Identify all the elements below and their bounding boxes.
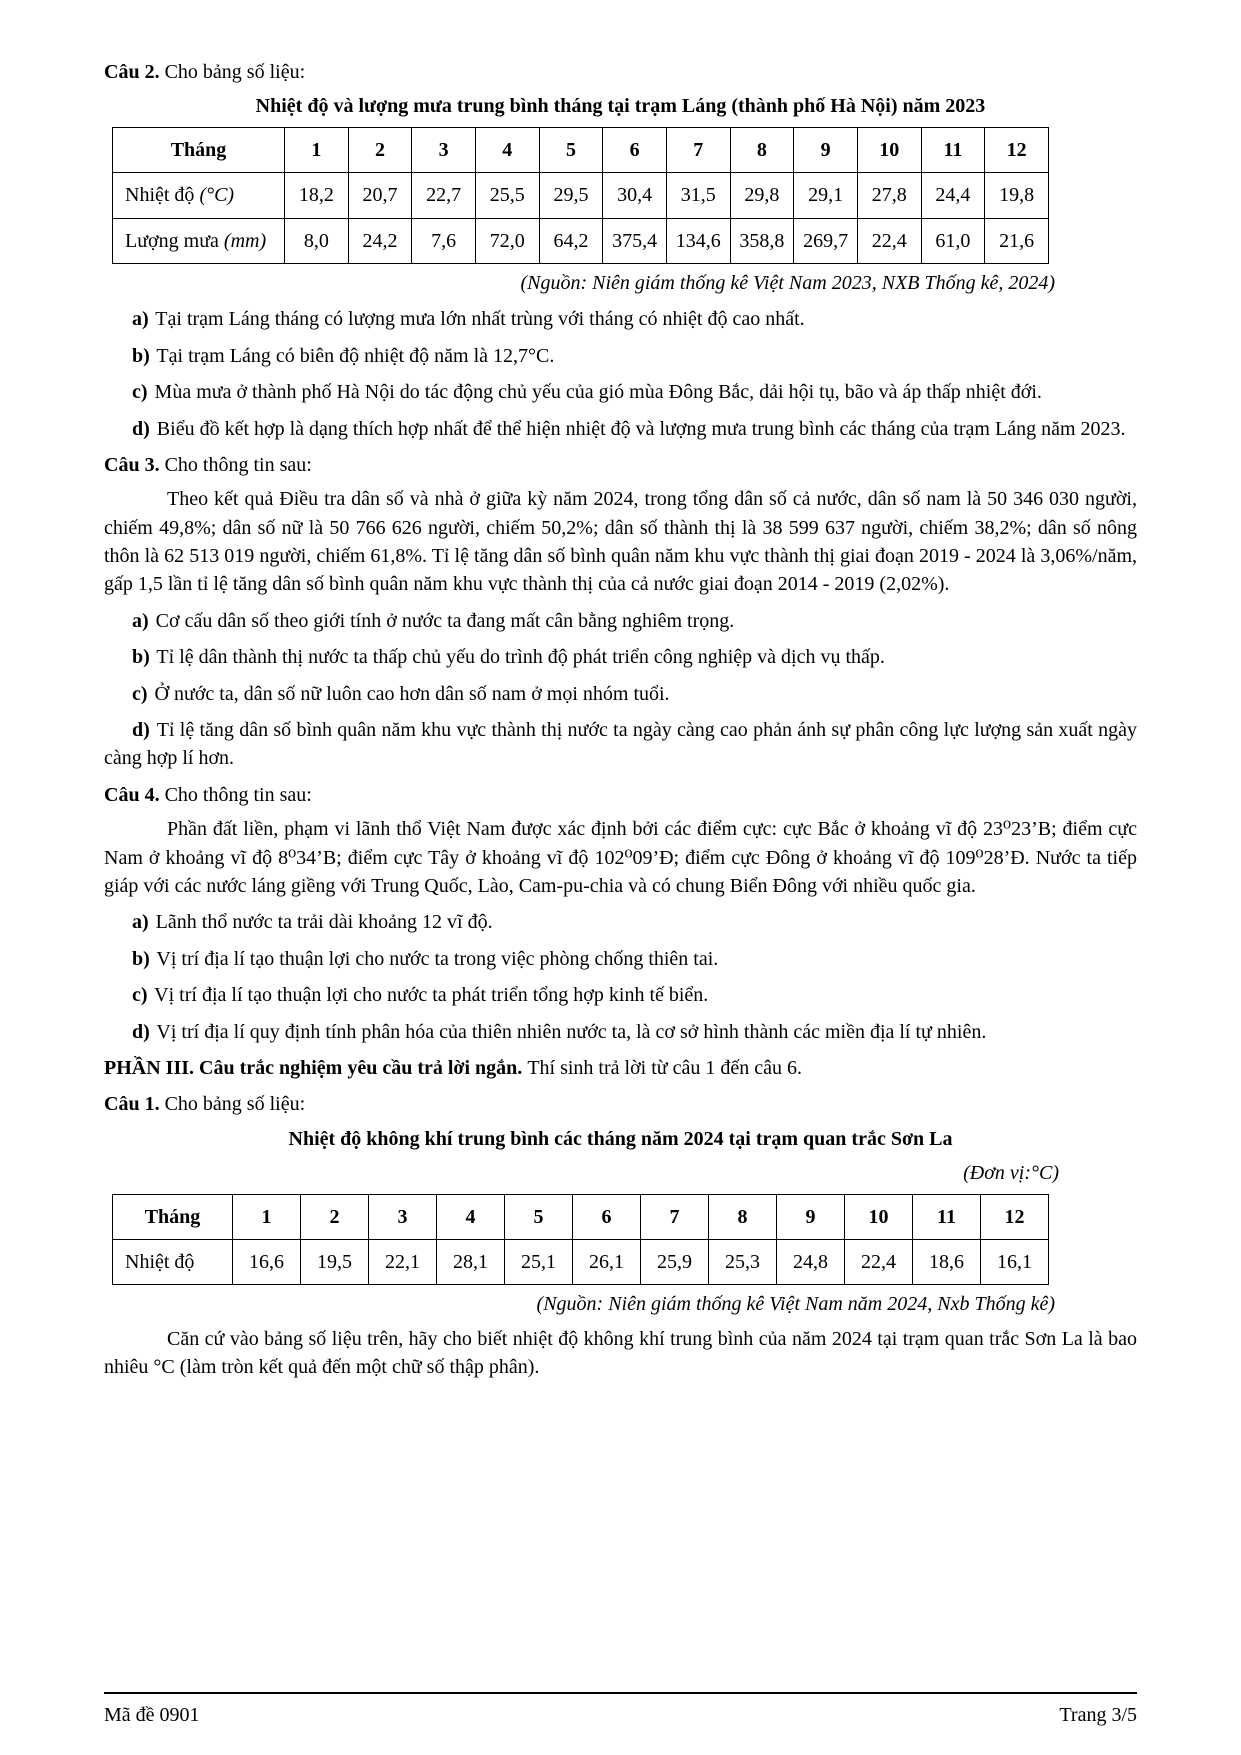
table-cell: 22,7 [412,173,476,218]
table-cell: 19,5 [301,1239,369,1284]
statement [104,415,1137,443]
part3-question-1 [104,1090,1137,1381]
question-3-paragraph: Theo kết quả Điều tra dân số và nhà ở giữa kỳ năm 2024, trong tổng dân số cả nước, dân số nam là 50 346 030 người, chiếm 49,8%; dân số nữ là 50 766 626 người, chiếm 50,2%; dân số thành thị là 38 599 637 người, chiếm 38,2%; dân số nông thôn là 62 513 019 người, chiếm 61,8%. Tỉ lệ tăng dân số bình quân năm khu vực thành thị giai đoạn 2019 - 2024 là 3,06%/năm, gấp 1,5 lần tỉ lệ tăng dân số bình quân năm khu vực thành thị của cả nước giai đoạn 2014 - 2019 (2,02%). [104,488,1137,596]
table-cell: 6 [603,127,667,172]
table-cell: 20,7 [348,173,412,218]
question-intro: Cho bảng số liệu: [164,1093,306,1116]
table-cell: 9 [777,1194,845,1239]
question-3-heading [104,451,1137,479]
table-cell: 31,5 [666,173,730,218]
question-intro: Cho thông tin sau: [164,453,312,476]
statement-label: b) [132,947,150,970]
question-label: Câu 2. [104,61,160,83]
statement-label: a) [132,308,149,331]
table-cell: 19,8 [985,173,1049,218]
question-label: Câu 3. [104,453,160,476]
part3-question-1-text: Căn cứ vào bảng số liệu trên, hãy cho biết nhiệt độ không khí trung bình của năm 2024 tại trạm quan trắc Sơn La là bao nhiêu °C (làm tròn kết quả đến một chữ số thập phân). [104,1327,1137,1379]
statement-text: Tỉ lệ tăng dân số bình quân năm khu vực thành thị nước ta ngày càng cao phản ánh sự phân công lực lượng sản xuất ngày càng hợp lí hơn. [104,719,1137,770]
statement-label: d) [132,1020,150,1043]
table-cell: 16,1 [981,1239,1049,1284]
table-cell: 7 [666,127,730,172]
q2-data-table [112,127,1049,264]
question-4-heading [104,781,1137,809]
unit-note: (Đơn vị:°C) [963,1162,1059,1185]
table-title: Nhiệt độ và lượng mưa trung bình tháng tại trạm Láng (thành phố Hà Nội) năm 2023 [255,95,986,118]
table-cell: 27,8 [857,173,921,218]
table-cell: 2 [348,127,412,172]
table-cell: 3 [412,127,476,172]
row-unit: (°C) [199,184,235,207]
table-cell: 7 [641,1194,709,1239]
statement-label: b) [132,344,150,367]
question-label: Câu 4. [104,783,160,806]
statement [104,945,1137,973]
table-cell: 5 [505,1194,573,1239]
table-cell: 7,6 [412,218,476,263]
table-source: (Nguồn: Niên giám thống kê Việt Nam 2023, NXB Thống kê, 2024) [520,271,1055,294]
statement-label: d) [132,719,150,742]
table-cell: 25,3 [709,1239,777,1284]
statement [104,908,1137,936]
table-cell: 25,1 [505,1239,573,1284]
table-cell: 358,8 [730,218,794,263]
table-header-row [113,1194,1049,1239]
row-label: Nhiệt độ [125,1250,195,1273]
table-cell: 29,8 [730,173,794,218]
table-cell: 21,6 [985,218,1049,263]
question-label: Câu 1. [104,1093,160,1116]
statement-label: c) [132,682,148,705]
temperature-row [113,1239,1049,1284]
statement-text: Tỉ lệ dân thành thị nước ta thấp chủ yếu do trình độ phát triển công nghiệp và dịch vụ thấp. [151,646,885,669]
statement-text: Vị trí địa lí tạo thuận lợi cho nước ta trong việc phòng chống thiên tai. [151,947,719,970]
statement-text: Mùa mưa ở thành phố Hà Nội do tác động chủ yếu của gió mùa Đông Bắc, dải hội tụ, bão và áp thấp nhiệt đới. [149,381,1042,404]
row-label-cell [113,1239,233,1284]
question-4-paragraph: Phần đất liền, phạm vi lãnh thổ Việt Nam được xác định bởi các điểm cực: cực Bắc ở khoảng vĩ độ 23⁰23’B; điểm cực Nam ở khoảng vĩ độ 8⁰34’B; điểm cực Tây ở khoảng vĩ độ 102⁰09’Đ; điểm cực Đông ở khoảng vĩ độ 109⁰28’Đ. Nước ta tiếp giáp với các nước láng giềng với Trung Quốc, Lào, Cam-pu-chia và có chung Biển Đông với nhiều quốc gia. [104,818,1137,897]
statement [104,981,1137,1009]
statement-label: a) [132,609,149,632]
table-cell: 8,0 [285,218,349,263]
table-cell: 1 [233,1194,301,1239]
table-cell: 12 [981,1194,1049,1239]
statement-text: Tại trạm Láng tháng có lượng mưa lớn nhất trùng với tháng có nhiệt độ cao nhất. [150,308,805,331]
table-cell: 28,1 [437,1239,505,1284]
page-footer [104,1692,1137,1729]
statement [104,1018,1137,1046]
row-label: Nhiệt độ [125,184,195,207]
part3-heading-rest: Thí sinh trả lời từ câu 1 đến câu 6. [527,1056,802,1079]
table-cell: 24,4 [921,173,985,218]
row-label-cell [113,218,285,263]
table-cell: 61,0 [921,218,985,263]
question-3 [104,451,1137,773]
statement-text: Lãnh thổ nước ta trải dài khoảng 12 vĩ độ. [150,911,493,934]
temperature-row [113,173,1049,218]
statement-label: b) [132,646,150,669]
question-4-statements [104,908,1137,1046]
table-cell: 2 [301,1194,369,1239]
statement-label: a) [132,911,149,934]
part3-heading [104,1054,1137,1082]
table-cell: 29,1 [794,173,858,218]
table-cell: 22,1 [369,1239,437,1284]
question-2-heading [104,58,1137,86]
table-cell: 3 [369,1194,437,1239]
statement-text: Biểu đồ kết hợp là dạng thích hợp nhất để thể hiện nhiệt độ và lượng mưa trung bình các tháng của trạm Láng năm 2023. [151,417,1126,440]
table-title: Nhiệt độ không khí trung bình các tháng năm 2024 tại trạm quan trắc Sơn La [288,1127,953,1150]
table-cell: 22,4 [857,218,921,263]
part3-heading-bold: PHẦN III. Câu trắc nghiệm yêu cầu trả lời ngắn. [104,1056,523,1079]
statement [104,305,1137,333]
table-cell: 11 [921,127,985,172]
statement-text: Cơ cấu dân số theo giới tính ở nước ta đang mất cân bằng nghiêm trọng. [150,609,735,632]
table-cell: 5 [539,127,603,172]
table-cell: 25,5 [475,173,539,218]
table-cell: 64,2 [539,218,603,263]
table-cell: 1 [285,127,349,172]
statement [104,716,1137,773]
table-cell: 22,4 [845,1239,913,1284]
table-cell: 24,2 [348,218,412,263]
table-cell: 10 [845,1194,913,1239]
table-cell: 16,6 [233,1239,301,1284]
rainfall-row [113,218,1049,263]
table-header-row [113,127,1049,172]
table-cell: 26,1 [573,1239,641,1284]
question-intro: Cho thông tin sau: [164,783,312,806]
statement-text: Vị trí địa lí tạo thuận lợi cho nước ta phát triển tổng hợp kinh tế biển. [149,984,709,1007]
statement [104,607,1137,635]
statement [104,680,1137,708]
question-intro: Cho bảng số liệu: [164,61,306,83]
table-cell: 134,6 [666,218,730,263]
question-2 [104,58,1137,443]
statement-label: c) [132,984,148,1007]
statement [104,342,1137,370]
table-cell: 18,2 [285,173,349,218]
table-cell: 72,0 [475,218,539,263]
statement-text: Ở nước ta, dân số nữ luôn cao hơn dân số nam ở mọi nhóm tuổi. [149,682,670,705]
page-number: Trang 3/5 [1059,1703,1137,1726]
row-label-cell [113,173,285,218]
statement [104,643,1137,671]
row-label: Lượng mưa [125,229,219,252]
table-cell: 8 [709,1194,777,1239]
table-cell: 18,6 [913,1239,981,1284]
table-cell: 8 [730,127,794,172]
table-cell: 4 [475,127,539,172]
table-cell: 11 [913,1194,981,1239]
table-corner-cell: Tháng [113,1194,233,1239]
table-cell: 9 [794,127,858,172]
statement-label: d) [132,417,150,440]
table-source: (Nguồn: Niên giám thống kê Việt Nam năm 2024, Nxb Thống kê) [536,1293,1055,1316]
part3-question-1-heading [104,1090,1137,1118]
table-cell: 30,4 [603,173,667,218]
table-cell: 12 [985,127,1049,172]
row-unit: (mm) [223,229,267,252]
p3q1-data-table [112,1194,1049,1286]
exam-code: Mã đề 0901 [104,1703,200,1726]
part-3 [104,1054,1137,1082]
table-cell: 375,4 [603,218,667,263]
question-3-statements [104,607,1137,773]
table-cell: 25,9 [641,1239,709,1284]
table-cell: 10 [857,127,921,172]
statement-label: c) [132,381,148,404]
statement-text: Tại trạm Láng có biên độ nhiệt độ năm là 12,7°C. [151,344,555,367]
question-4 [104,781,1137,1046]
table-corner-cell: Tháng [113,127,285,172]
statement [104,378,1137,406]
table-cell: 269,7 [794,218,858,263]
table-cell: 6 [573,1194,641,1239]
statement-text: Vị trí địa lí quy định tính phân hóa của thiên nhiên nước ta, là cơ sở hình thành các miền địa lí tự nhiên. [151,1020,987,1043]
table-cell: 4 [437,1194,505,1239]
question-2-statements [104,305,1137,443]
table-cell: 29,5 [539,173,603,218]
table-cell: 24,8 [777,1239,845,1284]
